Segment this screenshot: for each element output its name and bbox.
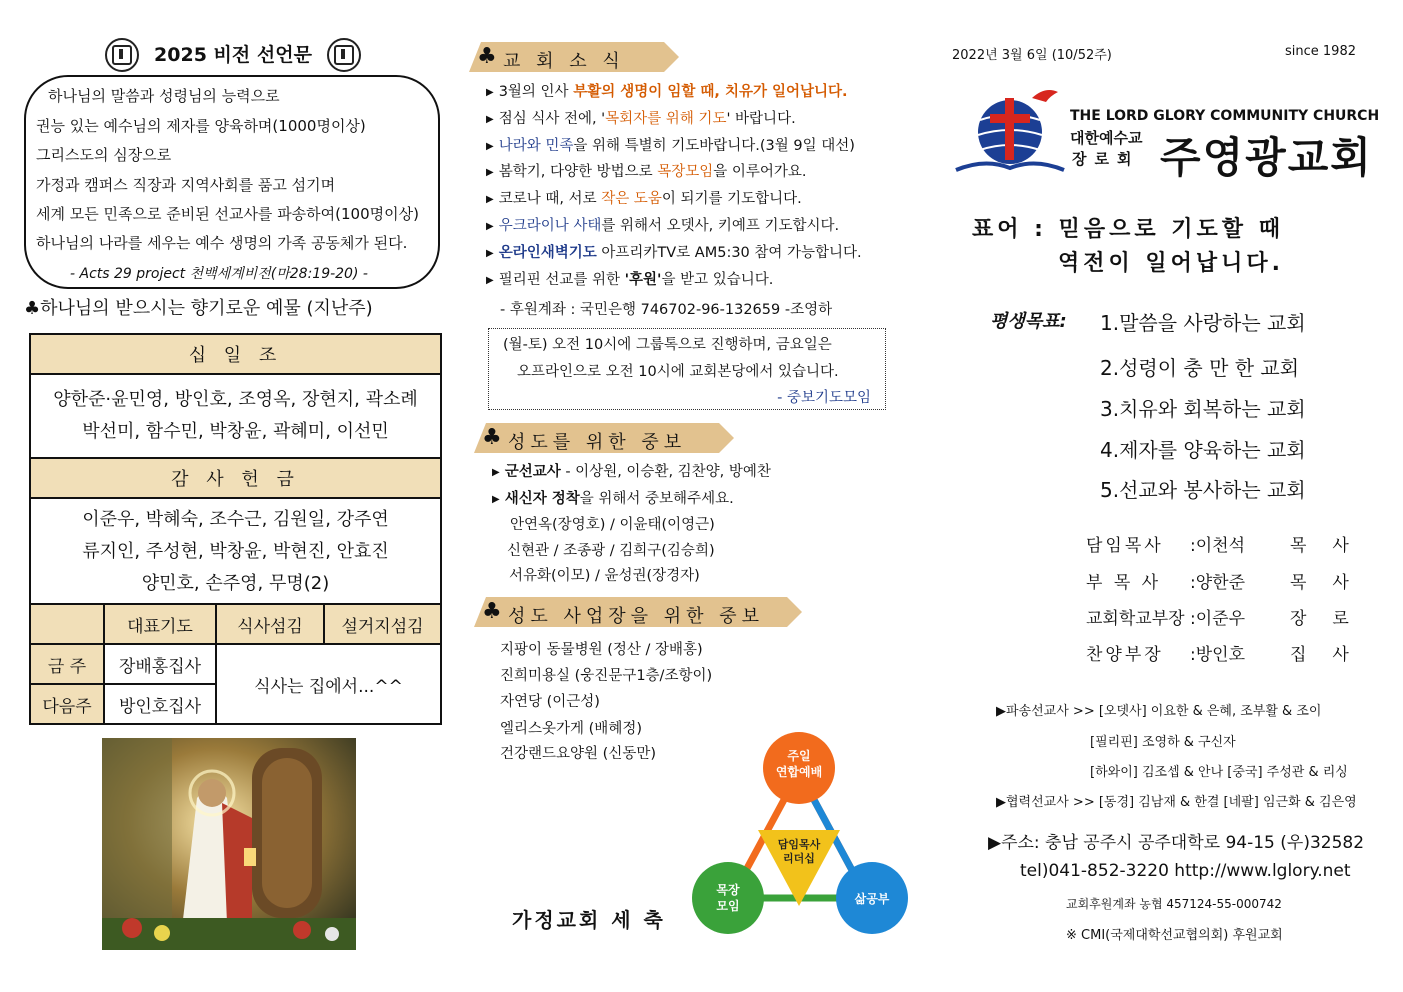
business-line: 지팡이 동물병원 (정산 / 장배홍) [500,642,703,658]
tithe-names-line: 박선미, 함수민, 박창윤, 곽혜미, 이선민 [82,421,389,442]
newcomer-line: 서유화(이모) / 윤성권(장경자) [509,568,700,584]
news-title: 교 회 소 식 [503,51,625,72]
duty-prayer-cell: 방인호집사 [104,684,216,724]
cell-center-label: 담임목사 리더십 [777,838,821,865]
military-missionaries: ▶ 군선교사 - 이상원, 이승환, 김찬양, 방예찬 [492,464,771,480]
goal-item: 1.말씀을 사랑하는 교회 [1100,311,1306,335]
cell-church-diagram [686,730,912,942]
news-item: ▶ 코로나 때, 서로 작은 도움이 되기를 기도합니다. [486,191,802,207]
duty-header-meal: 식사섬김 [216,604,324,644]
tithe-header: 십 일 조 [30,334,441,374]
club-icon: ♣ [482,599,502,624]
goal-item: 4.제자를 양육하는 교회 [1100,438,1306,462]
newcomer-line: 신현관 / 조종광 / 김희구(김승희) [507,543,715,559]
business-line: 진희미용실 (웅진문구1층/조항이) [500,668,713,684]
vision-statement-box [24,75,440,289]
denomination-line1: 대한예수교 [1070,129,1143,147]
news-item: ▶ 나라와 민족을 위해 특별히 기도바랍니다.(3월 9일 대선) [486,138,855,154]
saints-banner [474,423,734,453]
cell-church-caption: 가정교회 세 축 [512,908,666,932]
prayer-meeting-line: 오프라인으로 오전 10시에 교회본당에서 있습니다. [517,364,839,380]
duty-row-label: 다음주 [30,684,104,724]
seal-icon [105,38,139,72]
church-address: ▶주소: 충남 공주시 공주대학로 94-15 (우)32582 [988,833,1365,853]
church-account: 교회후원계좌 농협 457124-55-000742 [1066,897,1282,911]
church-phone-web[interactable]: tel)041-852-3220 http://www.lglory.net [1020,861,1351,881]
dove-icon [1032,90,1058,102]
goal-label: 평생목표: [990,311,1067,332]
club-icon: ♣ [482,425,502,450]
news-item: ▶ 3월의 인사 부활의 생명이 임할 때, 치유가 일어납니다. [486,84,848,100]
missionary-line: ▶파송선교사 >> [오뎃사] 이요한 & 은혜, 조부활 & 조이 [996,704,1322,719]
duty-header-empty [30,604,104,644]
news-item: ▶ 봄학기, 다양한 방법으로 목장모임을 이루어가요. [486,164,807,180]
seal-icon [327,38,361,72]
prayer-meeting-line: (월-토) 오전 10시에 그룹톡으로 진행하며, 금요일은 [503,337,832,353]
vision-title [0,38,466,72]
tithe-names [30,374,441,458]
duty-table [29,603,442,725]
offering-title: ♣하나님의 받으시는 향기로운 예물 (지난주) [24,298,373,319]
motto-line1: 표어 : 믿음으로 기도할 때 [972,217,1284,242]
cell-top-label: 주일 연합예배 [775,749,823,779]
church-english-name: THE LORD GLORY COMMUNITY CHURCH [1070,108,1380,124]
news-item: ▶ 우크라이나 사태를 위해서 오뎃사, 키예프 기도합시다. [486,218,840,234]
newcomer-prayer: ▶ 새신자 정착을 위해서 중보해주세요. [492,491,734,507]
business-title: 성도 사업장을 위한 중보 [508,606,765,627]
missionary-line: [하와이] 김조셉 & 안나 [중국] 주성관 & 리싱 [1090,765,1348,780]
thanks-names-line: 이준우, 박혜숙, 조수근, 김원일, 강주연 [82,509,389,530]
staff-row: 담임목사 :이천석 목사 [1086,536,1375,556]
business-banner [474,597,802,627]
motto-line2: 역전이 일어납니다. [1058,251,1285,276]
thanks-header: 감 사 헌 금 [30,458,441,498]
thanks-names [30,498,441,606]
news-item: ▶ 온라인새벽기도 아프리카TV로 AM5:30 참여 가능합니다. [486,245,862,261]
vision-line: 하나님의 말씀과 성령님의 능력으로 [48,87,280,105]
goal-item: 2.성령이 충 만 한 교회 [1100,356,1300,380]
cell-right-label: 삶공부 [854,892,890,906]
club-icon: ♣ [477,44,497,69]
business-line: 엘리스옷가게 (배혜정) [500,721,642,737]
offering-table [29,333,442,607]
vision-line: 권능 있는 예수님의 제자를 양육하며(1000명이상) [36,117,366,135]
duty-prayer-cell: 장배홍집사 [104,644,216,684]
thanks-names-line: 류지인, 주성현, 박창윤, 박현진, 안효진 [82,541,389,562]
vision-line: 하나님의 나라를 세우는 예수 생명의 가족 공동체가 된다. [36,234,408,252]
newcomer-line: 안연옥(장영호) / 이윤태(이영근) [510,517,715,533]
business-line: 자연당 (이근성) [500,694,600,710]
staff-row: 찬양부장 :방인호 집사 [1086,645,1375,665]
church-name: 주영광교회 [1160,133,1373,182]
goal-item: 3.치유와 회복하는 교회 [1100,397,1306,421]
prayer-meeting-sign: - 중보기도모임 [777,390,871,406]
support-account: - 후원계좌 : 국민은행 746702-96-132659 -조영하 [500,302,833,318]
bulletin-date: 2022년 3월 6일 (10/52주) [952,48,1112,63]
church-logo [950,80,1070,180]
cell-left-label: 목장 모임 [716,883,740,913]
duty-header-dishes: 설거지섬김 [324,604,441,644]
staff-row: 교회학교부장 :이준우 장로 [1086,609,1375,629]
cmi-note: ※ CMI(국제대학선교협의회) 후원교회 [1066,928,1283,943]
staff-row: 부 목 사 :양한준 목사 [1086,573,1375,593]
meal-note: 식사는 집에서...^^ [216,644,441,724]
thanks-names-line: 양민호, 손주영, 무명(2) [141,573,330,594]
goal-item: 5.선교와 봉사하는 교회 [1100,478,1306,502]
vision-line: 세계 모든 민족으로 준비된 선교사를 파송하여(100명이상) [36,205,419,223]
vision-source: - Acts 29 project 천백세계비전(마28:19-20) - [70,266,368,282]
news-item: ▶ 점심 식사 전에, '목회자를 위해 기도' 바랍니다. [486,111,796,127]
jesus-knocking-image [102,738,356,950]
duty-header-prayer: 대표기도 [104,604,216,644]
saints-title: 성도를 위한 중보 [508,432,687,453]
denomination-line2: 장로회 [1072,150,1140,168]
since-year: since 1982 [1285,44,1356,59]
prayer-meeting-box [488,328,886,410]
news-item: ▶ 필리핀 선교를 위한 '후원'을 받고 있습니다. [486,272,774,288]
tithe-names-line: 양한준·윤민영, 방인호, 조영옥, 장현지, 곽소례 [53,389,418,410]
news-banner [469,42,679,72]
business-line: 건강랜드요양원 (신동만) [500,746,656,762]
vision-line: 가정과 캠퍼스 직장과 지역사회를 품고 섬기며 [36,176,336,194]
vision-title-text: 2025 비전 선언문 [154,43,312,66]
vision-line: 그리스도의 심장으로 [36,146,172,164]
missionary-line: [필리핀] 조영하 & 구신자 [1090,735,1236,750]
missionary-line: ▶협력선교사 >> [동경] 김남재 & 한결 [네팔] 임근화 & 김은영 [996,795,1357,810]
duty-row-label: 금 주 [30,644,104,684]
